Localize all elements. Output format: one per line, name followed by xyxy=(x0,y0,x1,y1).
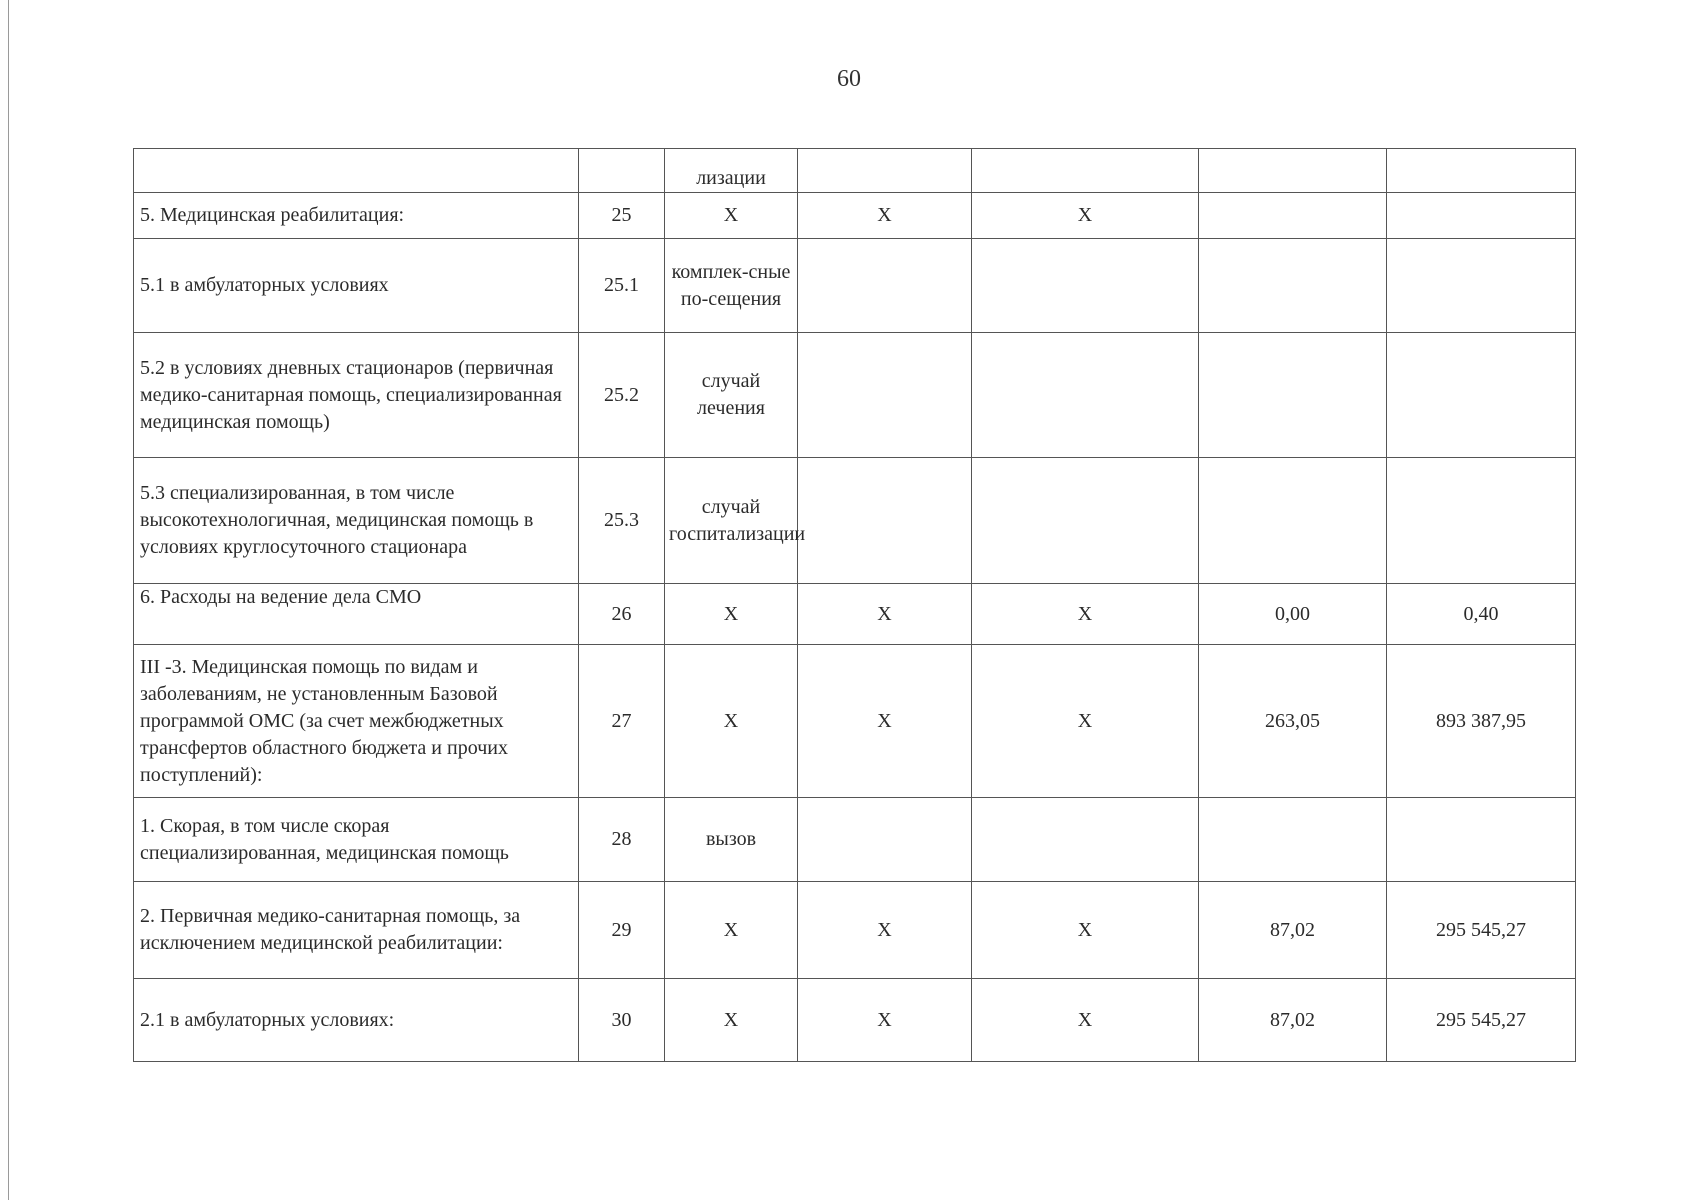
row-unit-cell: Х xyxy=(665,584,798,645)
scan-edge-line xyxy=(8,0,9,1200)
row-name-cell: 2. Первичная медико-санитарная помощь, за исключением медицинской реабилитации: xyxy=(134,882,579,979)
row-code-cell xyxy=(579,149,665,193)
row-code-cell: 30 xyxy=(579,979,665,1062)
table-row xyxy=(134,239,1576,333)
row-unit-cell: случай госпитализации xyxy=(665,458,798,584)
row-col6-cell: 0,00 xyxy=(1199,584,1387,645)
table-row xyxy=(134,798,1576,882)
row-col5-cell: Х xyxy=(972,584,1199,645)
row-col5-cell: Х xyxy=(972,882,1199,979)
row-col6-cell: 263,05 xyxy=(1199,645,1387,798)
row-name-cell: 6. Расходы на ведение дела СМО xyxy=(134,584,579,645)
row-col4-cell: Х xyxy=(798,193,972,239)
row-col4-cell xyxy=(798,239,972,333)
row-col5-cell xyxy=(972,798,1199,882)
row-code-cell: 26 xyxy=(579,584,665,645)
row-name-cell: 5. Медицинская реабилитация: xyxy=(134,193,579,239)
row-name-cell: III -3. Медицинская помощь по видам и заболеваниям, не установленным Базовой программой ОМС (за счет межбюджетных трансфертов областного бюджета и прочих поступлений): xyxy=(134,645,579,798)
row-col4-cell: Х xyxy=(798,645,972,798)
report-table xyxy=(133,148,1576,1062)
row-col5-cell xyxy=(972,333,1199,458)
row-col4-cell xyxy=(798,149,972,193)
row-name-cell: 5.3 специализированная, в том числе высокотехнологичная, медицинская помощь в условиях круглосуточного стационара xyxy=(134,458,579,584)
row-name-cell: 5.1 в амбулаторных условиях xyxy=(134,239,579,333)
row-col5-cell: Х xyxy=(972,645,1199,798)
row-col7-cell xyxy=(1387,239,1576,333)
row-col4-cell: Х xyxy=(798,882,972,979)
row-col7-cell xyxy=(1387,798,1576,882)
row-name-cell xyxy=(134,149,579,193)
row-col7-cell xyxy=(1387,149,1576,193)
row-col5-cell: Х xyxy=(972,193,1199,239)
row-col6-cell xyxy=(1199,239,1387,333)
row-col7-cell: 295 545,27 xyxy=(1387,882,1576,979)
row-col4-cell xyxy=(798,458,972,584)
row-code-cell: 25.1 xyxy=(579,239,665,333)
row-unit-cell: Х xyxy=(665,193,798,239)
row-col6-cell xyxy=(1199,333,1387,458)
row-name-cell: 5.2 в условиях дневных стационаров (первичная медико-санитарная помощь, специализированная медицинская помощь) xyxy=(134,333,579,458)
row-col6-cell xyxy=(1199,193,1387,239)
row-code-cell: 25 xyxy=(579,193,665,239)
row-code-cell: 29 xyxy=(579,882,665,979)
row-unit-cell: Х xyxy=(665,882,798,979)
page-number: 60 xyxy=(837,66,861,92)
row-unit-cell: вызов xyxy=(665,798,798,882)
table-row xyxy=(134,333,1576,458)
row-col6-cell xyxy=(1199,798,1387,882)
table-row xyxy=(134,193,1576,239)
row-unit-cell: комплек-сные по-сещения xyxy=(665,239,798,333)
row-col4-cell: Х xyxy=(798,584,972,645)
row-col7-cell xyxy=(1387,193,1576,239)
row-name-cell: 2.1 в амбулаторных условиях: xyxy=(134,979,579,1062)
row-col4-cell xyxy=(798,798,972,882)
row-col7-cell: 0,40 xyxy=(1387,584,1576,645)
row-unit-cell: Х xyxy=(665,645,798,798)
row-col6-cell xyxy=(1199,458,1387,584)
row-col5-cell: Х xyxy=(972,979,1199,1062)
row-unit-cell: лизации xyxy=(665,149,798,193)
table-row xyxy=(134,979,1576,1062)
row-unit-cell: Х xyxy=(665,979,798,1062)
row-col7-cell: 893 387,95 xyxy=(1387,645,1576,798)
row-col5-cell xyxy=(972,458,1199,584)
row-col6-cell: 87,02 xyxy=(1199,979,1387,1062)
row-code-cell: 25.2 xyxy=(579,333,665,458)
row-col6-cell: 87,02 xyxy=(1199,882,1387,979)
row-col4-cell: Х xyxy=(798,979,972,1062)
row-col7-cell xyxy=(1387,458,1576,584)
row-col7-cell: 295 545,27 xyxy=(1387,979,1576,1062)
row-col6-cell xyxy=(1199,149,1387,193)
row-col5-cell xyxy=(972,239,1199,333)
row-code-cell: 25.3 xyxy=(579,458,665,584)
table-row xyxy=(134,584,1576,645)
row-unit-cell: случай лечения xyxy=(665,333,798,458)
row-col4-cell xyxy=(798,333,972,458)
row-col7-cell xyxy=(1387,333,1576,458)
table-row xyxy=(134,458,1576,584)
row-code-cell: 27 xyxy=(579,645,665,798)
table-row xyxy=(134,149,1576,193)
row-col5-cell xyxy=(972,149,1199,193)
table-row xyxy=(134,645,1576,798)
row-code-cell: 28 xyxy=(579,798,665,882)
table-row xyxy=(134,882,1576,979)
row-name-cell: 1. Скорая, в том числе скорая специализированная, медицинская помощь xyxy=(134,798,579,882)
